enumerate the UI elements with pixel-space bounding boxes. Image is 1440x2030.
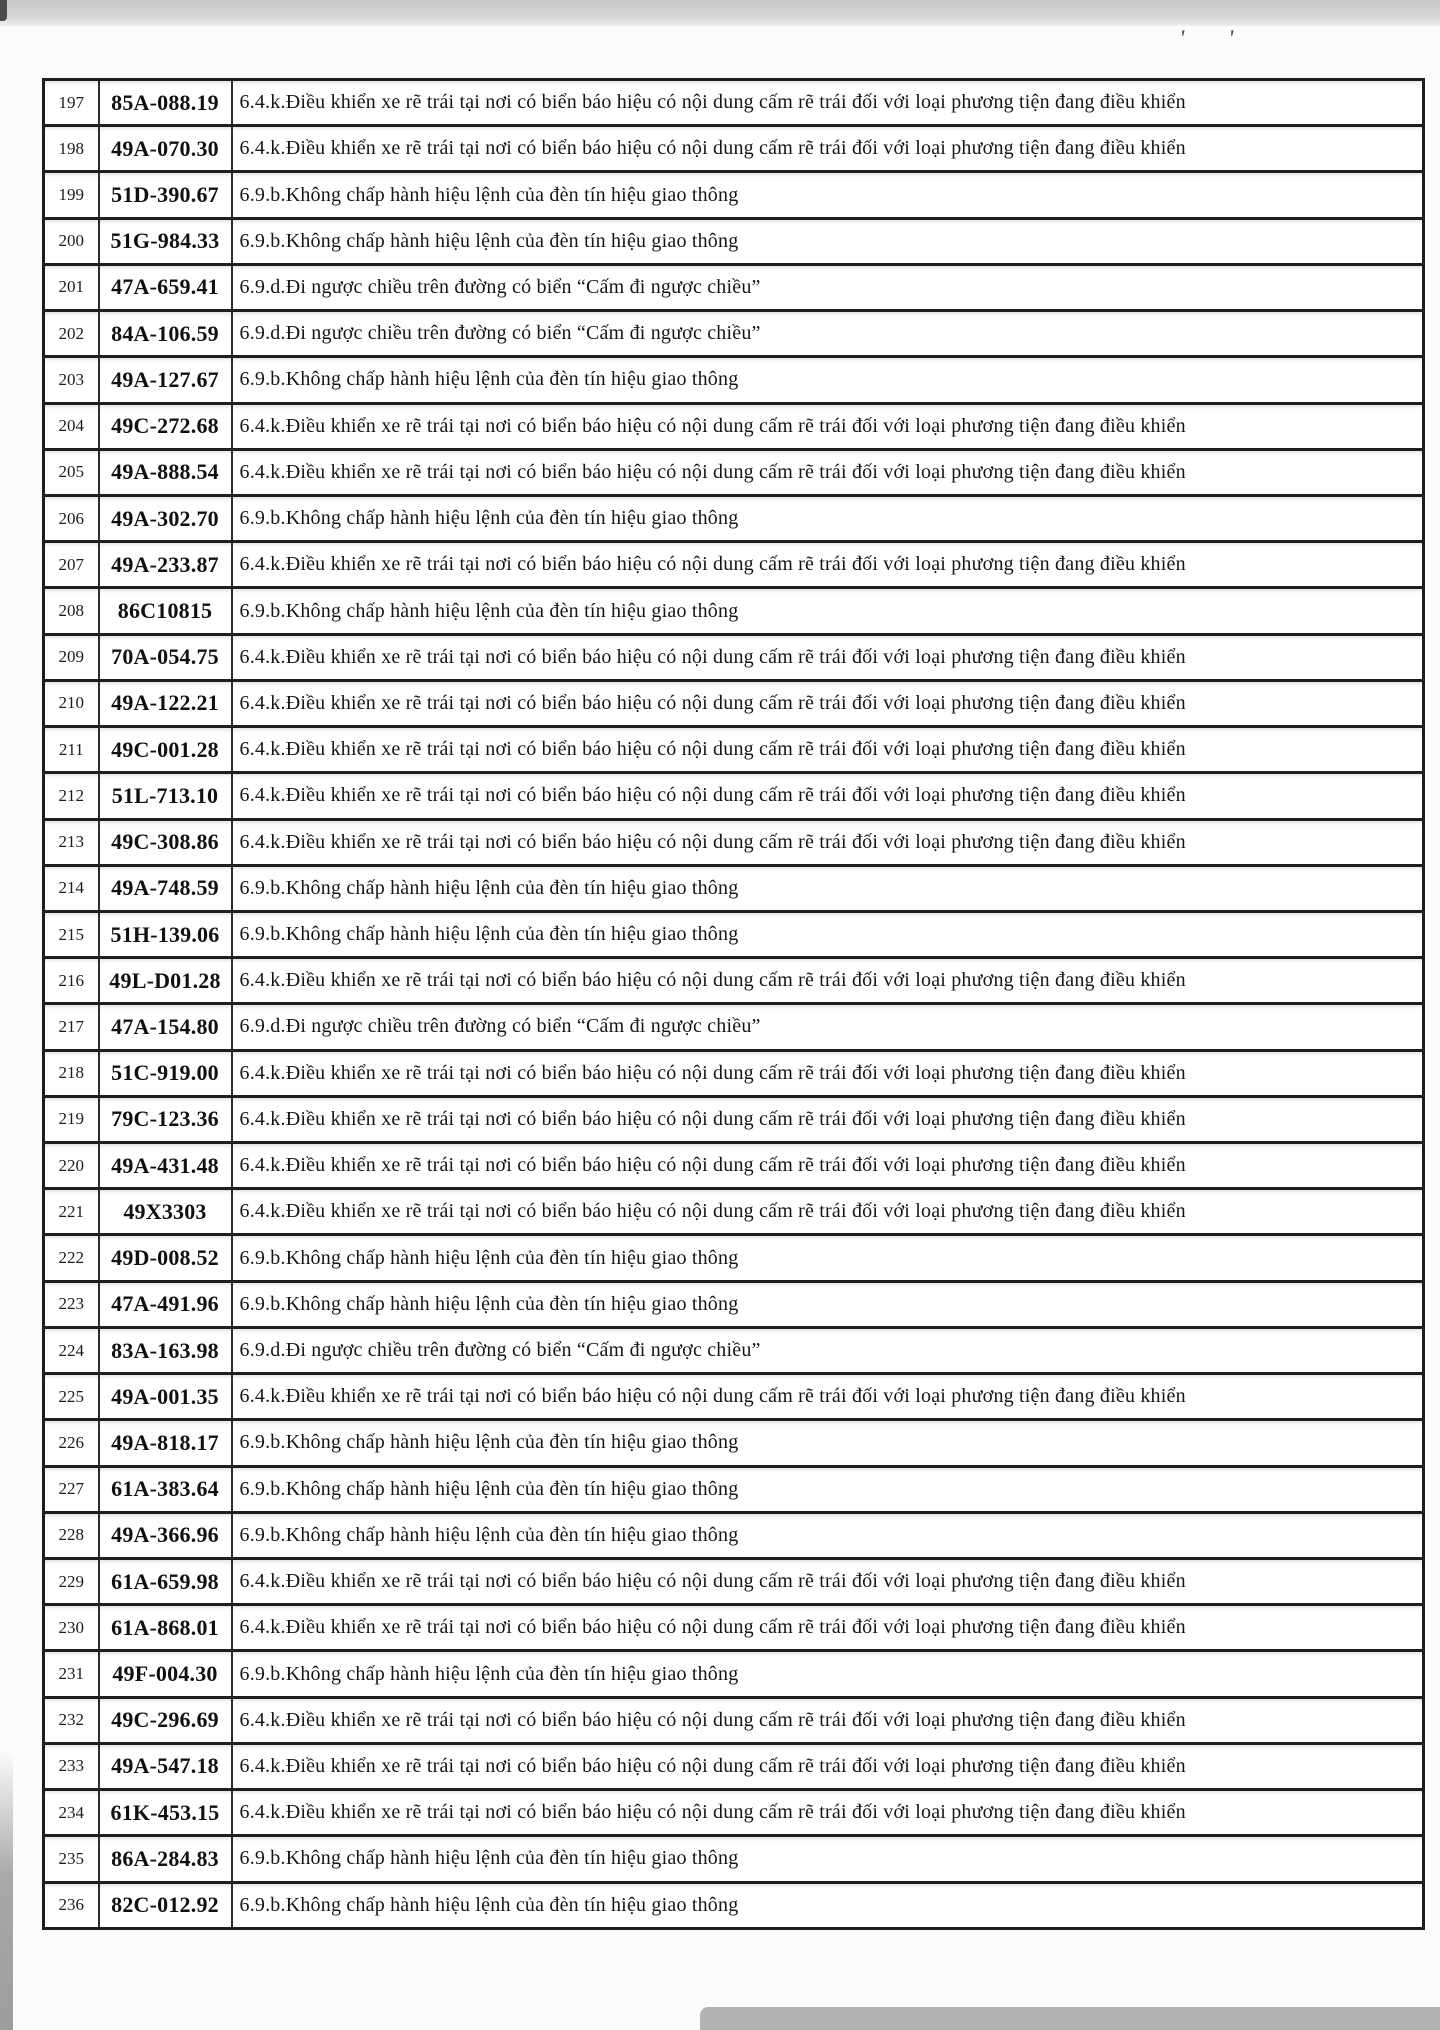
violation-cell: 6.9.b.Không chấp hành hiệu lệnh của đèn tín hiệu giao thông <box>232 1466 1424 1512</box>
plate-cell: 49A-431.48 <box>99 1143 232 1189</box>
violation-cell: 6.9.b.Không chấp hành hiệu lệnh của đèn tín hiệu giao thông <box>232 172 1424 218</box>
row-number-cell: 235 <box>44 1836 99 1882</box>
row-number-cell: 204 <box>44 403 99 449</box>
plate-cell: 47A-659.41 <box>99 264 232 310</box>
table-row <box>44 1420 1424 1466</box>
table-row <box>44 588 1424 634</box>
scan-artifact-bottom-band <box>700 2007 1440 2030</box>
violation-cell: 6.4.k.Điều khiển xe rẽ trái tại nơi có biển báo hiệu có nội dung cấm rẽ trái đối với loại phương tiện đang điều khiển <box>232 1790 1424 1836</box>
table-row <box>44 1374 1424 1420</box>
violation-cell: 6.9.b.Không chấp hành hiệu lệnh của đèn tín hiệu giao thông <box>232 1836 1424 1882</box>
row-number-cell: 223 <box>44 1281 99 1327</box>
plate-cell: 47A-491.96 <box>99 1281 232 1327</box>
plate-cell: 47A-154.80 <box>99 1004 232 1050</box>
plate-cell: 61A-383.64 <box>99 1466 232 1512</box>
row-number-cell: 219 <box>44 1096 99 1142</box>
table-row <box>44 819 1424 865</box>
row-number-cell: 208 <box>44 588 99 634</box>
row-number-cell: 206 <box>44 495 99 541</box>
violation-cell: 6.9.b.Không chấp hành hiệu lệnh của đèn tín hiệu giao thông <box>232 495 1424 541</box>
plate-cell: 49A-818.17 <box>99 1420 232 1466</box>
violation-cell: 6.9.b.Không chấp hành hiệu lệnh của đèn tín hiệu giao thông <box>232 911 1424 957</box>
violation-cell: 6.4.k.Điều khiển xe rẽ trái tại nơi có biển báo hiệu có nội dung cấm rẽ trái đối với loại phương tiện đang điều khiển <box>232 1605 1424 1651</box>
plate-cell: 84A-106.59 <box>99 311 232 357</box>
plate-cell: 49C-272.68 <box>99 403 232 449</box>
table-row <box>44 1743 1424 1789</box>
plate-cell: 86A-284.83 <box>99 1836 232 1882</box>
plate-cell: 49C-001.28 <box>99 727 232 773</box>
table-row <box>44 1605 1424 1651</box>
violation-cell: 6.4.k.Điều khiển xe rẽ trái tại nơi có biển báo hiệu có nội dung cấm rẽ trái đối với loại phương tiện đang điều khiển <box>232 958 1424 1004</box>
table-row <box>44 911 1424 957</box>
violation-cell: 6.4.k.Điều khiển xe rẽ trái tại nơi có biển báo hiệu có nội dung cấm rẽ trái đối với loại phương tiện đang điều khiển <box>232 403 1424 449</box>
plate-cell: 51H-139.06 <box>99 911 232 957</box>
plate-cell: 49A-001.35 <box>99 1374 232 1420</box>
row-number-cell: 227 <box>44 1466 99 1512</box>
violation-table-body <box>44 80 1424 1929</box>
plate-cell: 70A-054.75 <box>99 634 232 680</box>
violation-cell: 6.9.d.Đi ngược chiều trên đường có biển “Cấm đi ngược chiều” <box>232 311 1424 357</box>
violation-cell: 6.9.b.Không chấp hành hiệu lệnh của đèn tín hiệu giao thông <box>232 865 1424 911</box>
table-row <box>44 1004 1424 1050</box>
plate-cell: 49A-547.18 <box>99 1743 232 1789</box>
plate-cell: 61A-659.98 <box>99 1559 232 1605</box>
violation-cell: 6.9.b.Không chấp hành hiệu lệnh của đèn tín hiệu giao thông <box>232 1882 1424 1928</box>
table-row <box>44 865 1424 911</box>
violation-cell: 6.4.k.Điều khiển xe rẽ trái tại nơi có biển báo hiệu có nội dung cấm rẽ trái đối với loại phương tiện đang điều khiển <box>232 634 1424 680</box>
row-number-cell: 216 <box>44 958 99 1004</box>
table-row <box>44 1559 1424 1605</box>
table-row <box>44 1466 1424 1512</box>
plate-cell: 49A-127.67 <box>99 357 232 403</box>
table-row <box>44 542 1424 588</box>
violation-cell: 6.4.k.Điều khiển xe rẽ trái tại nơi có biển báo hiệu có nội dung cấm rẽ trái đối với loại phương tiện đang điều khiển <box>232 80 1424 126</box>
plate-cell: 83A-163.98 <box>99 1327 232 1373</box>
row-number-cell: 214 <box>44 865 99 911</box>
table-row <box>44 1143 1424 1189</box>
row-number-cell: 211 <box>44 727 99 773</box>
violation-cell: 6.4.k.Điều khiển xe rẽ trái tại nơi có biển báo hiệu có nội dung cấm rẽ trái đối với loại phương tiện đang điều khiển <box>232 1143 1424 1189</box>
violation-cell: 6.4.k.Điều khiển xe rẽ trái tại nơi có biển báo hiệu có nội dung cấm rẽ trái đối với loại phương tiện đang điều khiển <box>232 727 1424 773</box>
table-row <box>44 1790 1424 1836</box>
plate-cell: 49F-004.30 <box>99 1651 232 1697</box>
row-number-cell: 234 <box>44 1790 99 1836</box>
violation-cell: 6.9.b.Không chấp hành hiệu lệnh của đèn tín hiệu giao thông <box>232 1420 1424 1466</box>
row-number-cell: 200 <box>44 218 99 264</box>
plate-cell: 49A-122.21 <box>99 680 232 726</box>
plate-cell: 61A-868.01 <box>99 1605 232 1651</box>
row-number-cell: 198 <box>44 126 99 172</box>
violation-cell: 6.4.k.Điều khiển xe rẽ trái tại nơi có biển báo hiệu có nội dung cấm rẽ trái đối với loại phương tiện đang điều khiển <box>232 542 1424 588</box>
row-number-cell: 209 <box>44 634 99 680</box>
row-number-cell: 226 <box>44 1420 99 1466</box>
table-row <box>44 80 1424 126</box>
plate-cell: 51D-390.67 <box>99 172 232 218</box>
scan-artifact-top-band <box>0 0 1440 26</box>
table-row <box>44 1327 1424 1373</box>
table-row <box>44 1651 1424 1697</box>
plate-cell: 49A-888.54 <box>99 449 232 495</box>
row-number-cell: 230 <box>44 1605 99 1651</box>
row-number-cell: 205 <box>44 449 99 495</box>
violation-cell: 6.4.k.Điều khiển xe rẽ trái tại nơi có biển báo hiệu có nội dung cấm rẽ trái đối với loại phương tiện đang điều khiển <box>232 1374 1424 1420</box>
violation-cell: 6.9.b.Không chấp hành hiệu lệnh của đèn tín hiệu giao thông <box>232 588 1424 634</box>
violation-cell: 6.9.d.Đi ngược chiều trên đường có biển “Cấm đi ngược chiều” <box>232 1004 1424 1050</box>
scan-mark: ' <box>1178 25 1187 53</box>
plate-cell: 49A-070.30 <box>99 126 232 172</box>
table-row <box>44 1235 1424 1281</box>
table-row <box>44 634 1424 680</box>
row-number-cell: 217 <box>44 1004 99 1050</box>
violation-cell: 6.4.k.Điều khiển xe rẽ trái tại nơi có biển báo hiệu có nội dung cấm rẽ trái đối với loại phương tiện đang điều khiển <box>232 1096 1424 1142</box>
table-row <box>44 264 1424 310</box>
violation-cell: 6.4.k.Điều khiển xe rẽ trái tại nơi có biển báo hiệu có nội dung cấm rẽ trái đối với loại phương tiện đang điều khiển <box>232 1559 1424 1605</box>
row-number-cell: 212 <box>44 773 99 819</box>
row-number-cell: 221 <box>44 1189 99 1235</box>
scan-artifact-corner-speck <box>0 0 7 21</box>
violation-cell: 6.9.b.Không chấp hành hiệu lệnh của đèn tín hiệu giao thông <box>232 1235 1424 1281</box>
violation-cell: 6.4.k.Điều khiển xe rẽ trái tại nơi có biển báo hiệu có nội dung cấm rẽ trái đối với loại phương tiện đang điều khiển <box>232 1697 1424 1743</box>
violation-cell: 6.4.k.Điều khiển xe rẽ trái tại nơi có biển báo hiệu có nội dung cấm rẽ trái đối với loại phương tiện đang điều khiển <box>232 1050 1424 1096</box>
table-row <box>44 311 1424 357</box>
plate-cell: 51C-919.00 <box>99 1050 232 1096</box>
row-number-cell: 232 <box>44 1697 99 1743</box>
plate-cell: 51G-984.33 <box>99 218 232 264</box>
table-row <box>44 495 1424 541</box>
row-number-cell: 224 <box>44 1327 99 1373</box>
table-row <box>44 1512 1424 1558</box>
table-row <box>44 1836 1424 1882</box>
row-number-cell: 213 <box>44 819 99 865</box>
table-row <box>44 1281 1424 1327</box>
violation-cell: 6.4.k.Điều khiển xe rẽ trái tại nơi có biển báo hiệu có nội dung cấm rẽ trái đối với loại phương tiện đang điều khiển <box>232 1743 1424 1789</box>
violation-cell: 6.4.k.Điều khiển xe rẽ trái tại nơi có biển báo hiệu có nội dung cấm rẽ trái đối với loại phương tiện đang điều khiển <box>232 1189 1424 1235</box>
plate-cell: 51L-713.10 <box>99 773 232 819</box>
row-number-cell: 222 <box>44 1235 99 1281</box>
table-row <box>44 218 1424 264</box>
violation-cell: 6.9.b.Không chấp hành hiệu lệnh của đèn tín hiệu giao thông <box>232 1281 1424 1327</box>
plate-cell: 49L-D01.28 <box>99 958 232 1004</box>
table-row <box>44 357 1424 403</box>
table-row <box>44 1096 1424 1142</box>
row-number-cell: 233 <box>44 1743 99 1789</box>
table-row <box>44 727 1424 773</box>
table-row <box>44 172 1424 218</box>
plate-cell: 49C-308.86 <box>99 819 232 865</box>
row-number-cell: 215 <box>44 911 99 957</box>
violation-cell: 6.9.d.Đi ngược chiều trên đường có biển “Cấm đi ngược chiều” <box>232 1327 1424 1373</box>
table-row <box>44 1189 1424 1235</box>
row-number-cell: 225 <box>44 1374 99 1420</box>
table-row <box>44 403 1424 449</box>
row-number-cell: 203 <box>44 357 99 403</box>
row-number-cell: 201 <box>44 264 99 310</box>
table-row <box>44 958 1424 1004</box>
plate-cell: 82C-012.92 <box>99 1882 232 1928</box>
row-number-cell: 202 <box>44 311 99 357</box>
table-row <box>44 773 1424 819</box>
plate-cell: 49A-302.70 <box>99 495 232 541</box>
row-number-cell: 229 <box>44 1559 99 1605</box>
plate-cell: 85A-088.19 <box>99 80 232 126</box>
row-number-cell: 218 <box>44 1050 99 1096</box>
scan-mark: ' <box>1227 25 1236 53</box>
violation-cell: 6.4.k.Điều khiển xe rẽ trái tại nơi có biển báo hiệu có nội dung cấm rẽ trái đối với loại phương tiện đang điều khiển <box>232 126 1424 172</box>
table-row <box>44 1050 1424 1096</box>
violation-cell: 6.4.k.Điều khiển xe rẽ trái tại nơi có biển báo hiệu có nội dung cấm rẽ trái đối với loại phương tiện đang điều khiển <box>232 773 1424 819</box>
table-row <box>44 1882 1424 1928</box>
row-number-cell: 228 <box>44 1512 99 1558</box>
table-row <box>44 126 1424 172</box>
plate-cell: 49D-008.52 <box>99 1235 232 1281</box>
table-row <box>44 1697 1424 1743</box>
row-number-cell: 236 <box>44 1882 99 1928</box>
violation-cell: 6.4.k.Điều khiển xe rẽ trái tại nơi có biển báo hiệu có nội dung cấm rẽ trái đối với loại phương tiện đang điều khiển <box>232 680 1424 726</box>
violation-cell: 6.4.k.Điều khiển xe rẽ trái tại nơi có biển báo hiệu có nội dung cấm rẽ trái đối với loại phương tiện đang điều khiển <box>232 449 1424 495</box>
row-number-cell: 197 <box>44 80 99 126</box>
plate-cell: 49A-233.87 <box>99 542 232 588</box>
row-number-cell: 220 <box>44 1143 99 1189</box>
violations-table <box>42 78 1425 1930</box>
violation-cell: 6.9.b.Không chấp hành hiệu lệnh của đèn tín hiệu giao thông <box>232 357 1424 403</box>
table-row <box>44 680 1424 726</box>
violation-cell: 6.4.k.Điều khiển xe rẽ trái tại nơi có biển báo hiệu có nội dung cấm rẽ trái đối với loại phương tiện đang điều khiển <box>232 819 1424 865</box>
plate-cell: 49C-296.69 <box>99 1697 232 1743</box>
row-number-cell: 207 <box>44 542 99 588</box>
plate-cell: 86C10815 <box>99 588 232 634</box>
row-number-cell: 199 <box>44 172 99 218</box>
plate-cell: 79C-123.36 <box>99 1096 232 1142</box>
plate-cell: 49A-366.96 <box>99 1512 232 1558</box>
violation-cell: 6.9.b.Không chấp hành hiệu lệnh của đèn tín hiệu giao thông <box>232 1512 1424 1558</box>
plate-cell: 61K-453.15 <box>99 1790 232 1836</box>
plate-cell: 49X3303 <box>99 1189 232 1235</box>
table-row <box>44 449 1424 495</box>
violation-cell: 6.9.d.Đi ngược chiều trên đường có biển “Cấm đi ngược chiều” <box>232 264 1424 310</box>
violation-cell: 6.9.b.Không chấp hành hiệu lệnh của đèn tín hiệu giao thông <box>232 1651 1424 1697</box>
scan-artifact-left-strip <box>0 1750 13 2030</box>
violation-cell: 6.9.b.Không chấp hành hiệu lệnh của đèn tín hiệu giao thông <box>232 218 1424 264</box>
row-number-cell: 210 <box>44 680 99 726</box>
plate-cell: 49A-748.59 <box>99 865 232 911</box>
row-number-cell: 231 <box>44 1651 99 1697</box>
